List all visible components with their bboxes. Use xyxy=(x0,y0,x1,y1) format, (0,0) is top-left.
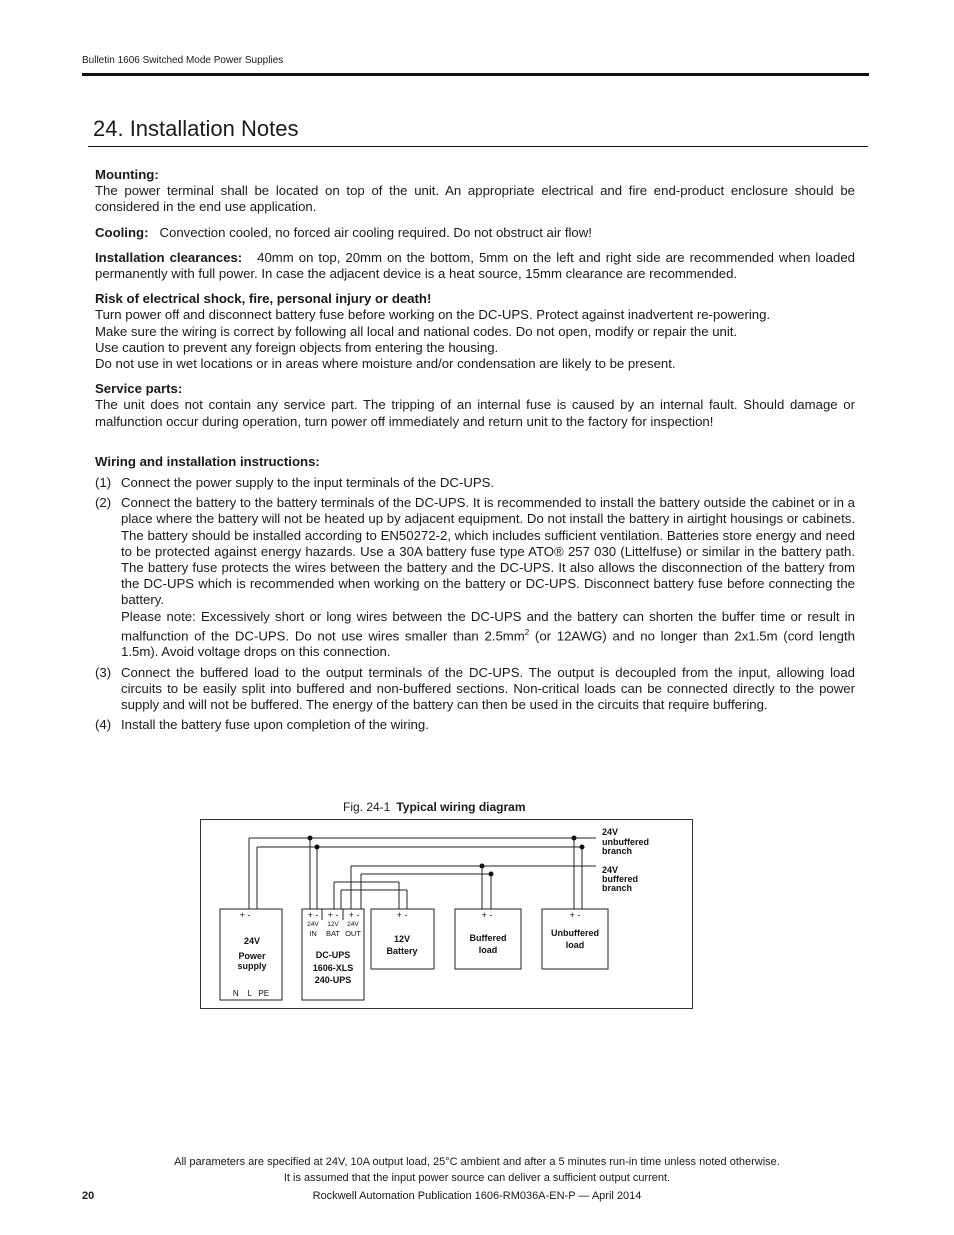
junction-dots xyxy=(308,836,585,877)
step-number: (1) xyxy=(95,475,112,491)
wires xyxy=(249,838,596,909)
power-supply-label: 24V xyxy=(243,936,261,946)
step-text: Install the battery fuse upon completion of the wiring. xyxy=(121,717,429,733)
header-rule xyxy=(82,73,869,76)
figure-number: Fig. 24-1 xyxy=(343,800,391,814)
wiring-step xyxy=(95,665,855,714)
step-note: Please note: Excessively short or long wires between the DC-UPS and the battery can shorten the buffer time or result in malfunction of the DC-UPS. Do not use wires smaller than 2.5mm xyxy=(121,608,855,644)
unbuffered-load-label: Unbuffered xyxy=(551,928,599,938)
body-content xyxy=(95,167,855,737)
buffered-load-block xyxy=(455,909,521,969)
junction-dot xyxy=(480,864,485,869)
footer-note: It is assumed that the input power source can deliver a sufficient output current. xyxy=(283,1172,671,1184)
section-rule xyxy=(88,146,868,147)
junction-dot xyxy=(580,845,585,850)
wiring-diagram xyxy=(200,819,693,1009)
power-supply-block xyxy=(220,909,282,1000)
junction-dot xyxy=(315,845,320,850)
service-text: The unit does not contain any service part. The tripping of an internal fuse is caused by an internal fault. Should damage or malfunction occur during operation, turn power off immediately and return unit to the factory for inspection! xyxy=(95,397,855,429)
step-note-end: (or 12AWG) and no longer than 2x1.5m (cord length 1.5m). Avoid voltage drops on this connection. xyxy=(121,628,855,660)
branch-labels xyxy=(602,827,649,893)
risk-line: Make sure the wiring is correct by following all local and national codes. Do not open, modify or repair the unit. xyxy=(95,323,738,339)
service-label: Service parts: xyxy=(95,381,183,397)
clearances-para xyxy=(95,250,855,282)
footer-note: All parameters are specified at 24V, 10A output load, 25°C ambient and after a 5 minutes run-in time unless noted otherwise. xyxy=(174,1156,780,1168)
dcups-block xyxy=(302,909,364,1000)
junction-dot xyxy=(308,836,313,841)
dcups-bat-terminals: + - xyxy=(327,910,339,920)
wiring-step xyxy=(95,495,855,660)
junction-dot xyxy=(572,836,577,841)
step-text: Connect the power supply to the input terminals of the DC-UPS. xyxy=(121,475,495,491)
buffered-load-terminals: + - xyxy=(481,910,493,920)
dcups-port-label: 24V xyxy=(347,921,359,928)
dcups-port-label: 24V xyxy=(307,921,319,928)
unbuffered-branch-label: branch xyxy=(602,846,633,856)
buffered-branch-label: branch xyxy=(602,883,633,893)
cooling-label: Cooling: xyxy=(95,224,149,240)
risk-line: Use caution to prevent any foreign objects from entering the housing. xyxy=(95,339,499,355)
power-supply-label: supply xyxy=(237,961,267,971)
cooling-text: Convection cooled, no forced air cooling required. Do not obstruct air flow! xyxy=(159,224,592,240)
clearances-label: Installation clearances: xyxy=(95,249,243,265)
power-supply-ac-terminals: N L PE xyxy=(232,989,270,998)
clearances-text: 40mm on top, 20mm on the bottom, 5mm on the left and right side are recommended when loaded permanently with full power. In case the adjacent device is a heat source, 15mm clearance are recommended. xyxy=(95,249,855,282)
risk-line: Turn power off and disconnect battery fuse before working on the DC-UPS. Protect against inadvertent re-powering. xyxy=(95,307,771,323)
risk-line: Do not use in wet locations or in areas where moisture and/or condensation are likely to be present. xyxy=(95,356,676,372)
dcups-label: 1606-XLS xyxy=(312,963,354,973)
dcups-port-sub: IN xyxy=(309,929,317,938)
dcups-port-label: 12V xyxy=(327,921,339,928)
junction-dot xyxy=(489,872,494,877)
mounting-label: Mounting: xyxy=(95,167,159,182)
mounting-text: The power terminal shall be located on top of the unit. An appropriate electrical and fire end-product enclosure should be considered in the end use application. xyxy=(95,183,855,215)
buffered-branch-label: buffered xyxy=(602,874,638,884)
step-number: (4) xyxy=(95,717,112,733)
battery-block xyxy=(371,909,434,969)
risk-label: Risk of electrical shock, fire, personal injury or death! xyxy=(95,291,432,307)
publication-id: Rockwell Automation Publication 1606-RM036A-EN-P — April 2014 xyxy=(312,1190,642,1202)
dcups-label: DC-UPS xyxy=(315,950,351,960)
dcups-out-terminals: + - xyxy=(348,910,360,920)
buffered-load-label: load xyxy=(478,945,498,955)
wiring-steps xyxy=(95,475,855,733)
wiring-step xyxy=(95,717,855,733)
battery-terminals: + - xyxy=(396,910,408,920)
dcups-port-sub: OUT xyxy=(345,929,361,938)
dcups-in-terminals: + - xyxy=(307,910,319,920)
dcups-port-sub: BAT xyxy=(325,929,341,938)
wiring-label: Wiring and installation instructions: xyxy=(95,453,320,469)
running-header: Bulletin 1606 Switched Mode Power Supplies xyxy=(82,55,284,66)
step-text: Connect the buffered load to the output terminals of the DC-UPS. The output is decoupled from the input, allowing load circuits to be easily split into buffered and non-buffered sections. Non-critical loads can be connected directly to the power supply and will not be buffered. The energy of the battery can then be used in the circuits that require buffering. xyxy=(121,664,855,713)
wiring-diagram-svg xyxy=(201,820,692,1008)
power-supply-label: Power xyxy=(238,951,266,961)
page-number: 20 xyxy=(82,1190,95,1202)
step-note-superscript: 2 xyxy=(524,627,530,637)
buffered-branch-label: 24V xyxy=(602,865,619,875)
buffered-load-label: Buffered xyxy=(469,933,507,943)
figure-caption xyxy=(343,800,526,814)
section-title: 24. Installation Notes xyxy=(93,116,299,141)
step-number: (3) xyxy=(95,664,112,680)
unbuffered-branch-label: 24V xyxy=(602,827,619,837)
power-supply-terminals: + - xyxy=(239,910,251,920)
unbuffered-load-terminals: + - xyxy=(569,910,581,920)
step-number: (2) xyxy=(95,495,112,511)
unbuffered-load-block xyxy=(542,909,608,969)
dcups-label: 240-UPS xyxy=(314,975,352,985)
battery-label: 12V xyxy=(393,934,411,944)
cooling-para xyxy=(95,225,855,241)
battery-label: Battery xyxy=(386,946,418,956)
unbuffered-branch-label: unbuffered xyxy=(602,837,649,847)
wiring-step xyxy=(95,475,855,491)
step-text: Connect the battery to the battery terminals of the DC-UPS. It is recommended to install the battery outside the cabinet or in a place where the battery will not be heated up by adjacent equipment. Do not install the battery in airtight housings or cabinets. The battery should be installed according to EN50272-2, which includes sufficient ventilation. Batteries store energy and need to be protected against energy hazards. Use a 30A battery fuse type ATO® 257 030 (Littelfuse) or similar in the battery path. The battery fuse protects the wires between the battery and the DC-UPS. It also allows the disconnection of the battery from the DC-UPS which is recommended when working on the battery or DC-UPS. Disconnect battery fuse before connecting the battery. xyxy=(121,495,855,608)
unbuffered-load-label: load xyxy=(565,940,585,950)
figure-title: Typical wiring diagram xyxy=(396,800,526,814)
